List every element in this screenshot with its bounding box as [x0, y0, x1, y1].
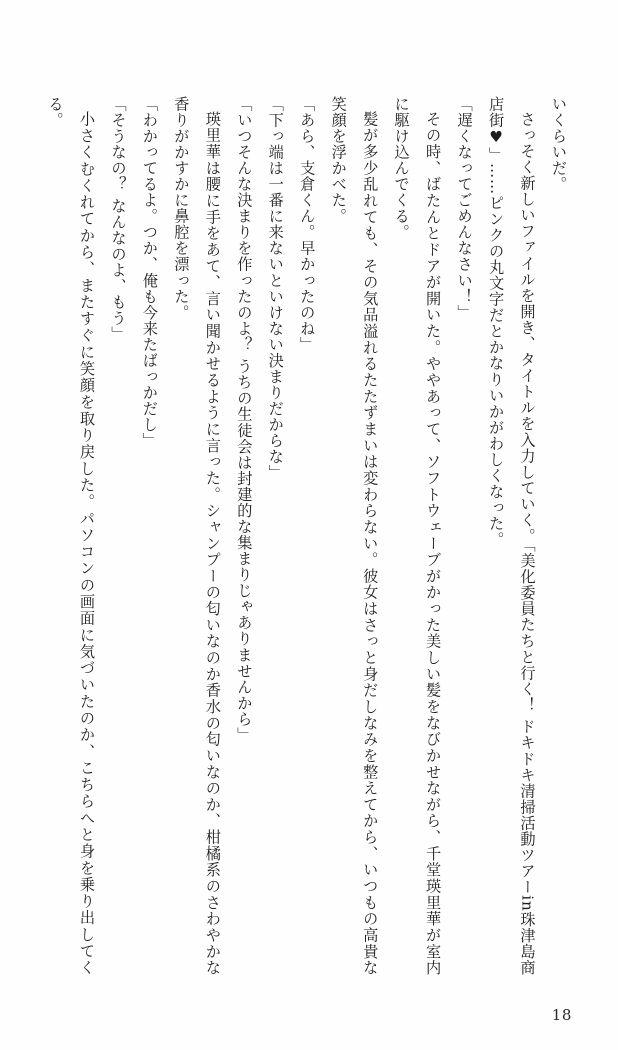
page-body-text [44, 96, 574, 976]
dialogue-line: 「遅くなってごめんなさい！」 [455, 96, 474, 321]
dialogue-line: 「そうなの？ なんなのよ、もう」 [109, 96, 128, 343]
page-number: 18 [551, 1006, 572, 1024]
paragraph: 髪が多少乱れても、その気品溢れるたたずまいは変わらない。彼女はさっと身だしなみを整えてから、いつもの高貴な笑顔を浮かべた。 [329, 96, 380, 976]
dialogue-line: 「わかってるよ。つか、俺も今来たばっかだし」 [140, 96, 159, 449]
paragraph: 瑛里華は腰に手をあて、言い聞かせるように言った。シャンプーの匂いなのか香水の匂いなのか、柑橘系のさわやかな香りがかすかに鼻腔を漂った。 [172, 96, 222, 976]
paragraph: いくらいだ。 [550, 96, 568, 193]
dialogue-line: 「いつそんな決まりを作ったのよ？ うちの生徒会は封建的な集まりじゃありませんから」 [235, 96, 254, 744]
paragraph: その時、ばたんとドアが開いた。ややあって、ソフトウェーブがかった美しい髪をなびかせながら、千堂瑛里華が室内に駆け込んでくる。 [392, 96, 443, 976]
dialogue-line: 「あら、支倉くん。早かったのね」 [298, 96, 317, 353]
paragraph: 小さくむくれてから、またすぐに笑顔を取り戻した。パソコンの画面に気づいたのか、こちらへと身を乗り出してくる。 [46, 96, 96, 976]
dialogue-line: 「下っ端は一番に来ないといけない決まりだからな」 [266, 96, 285, 481]
paragraph: さっそく新しいファイルを開き、タイトルを入力していく。「美化委員たちと行く！ ドキドキ清掃活動ツアーin珠津島商店街♥」……ピンクの丸文字だとかなりいかがわしくなった。 [487, 96, 537, 976]
